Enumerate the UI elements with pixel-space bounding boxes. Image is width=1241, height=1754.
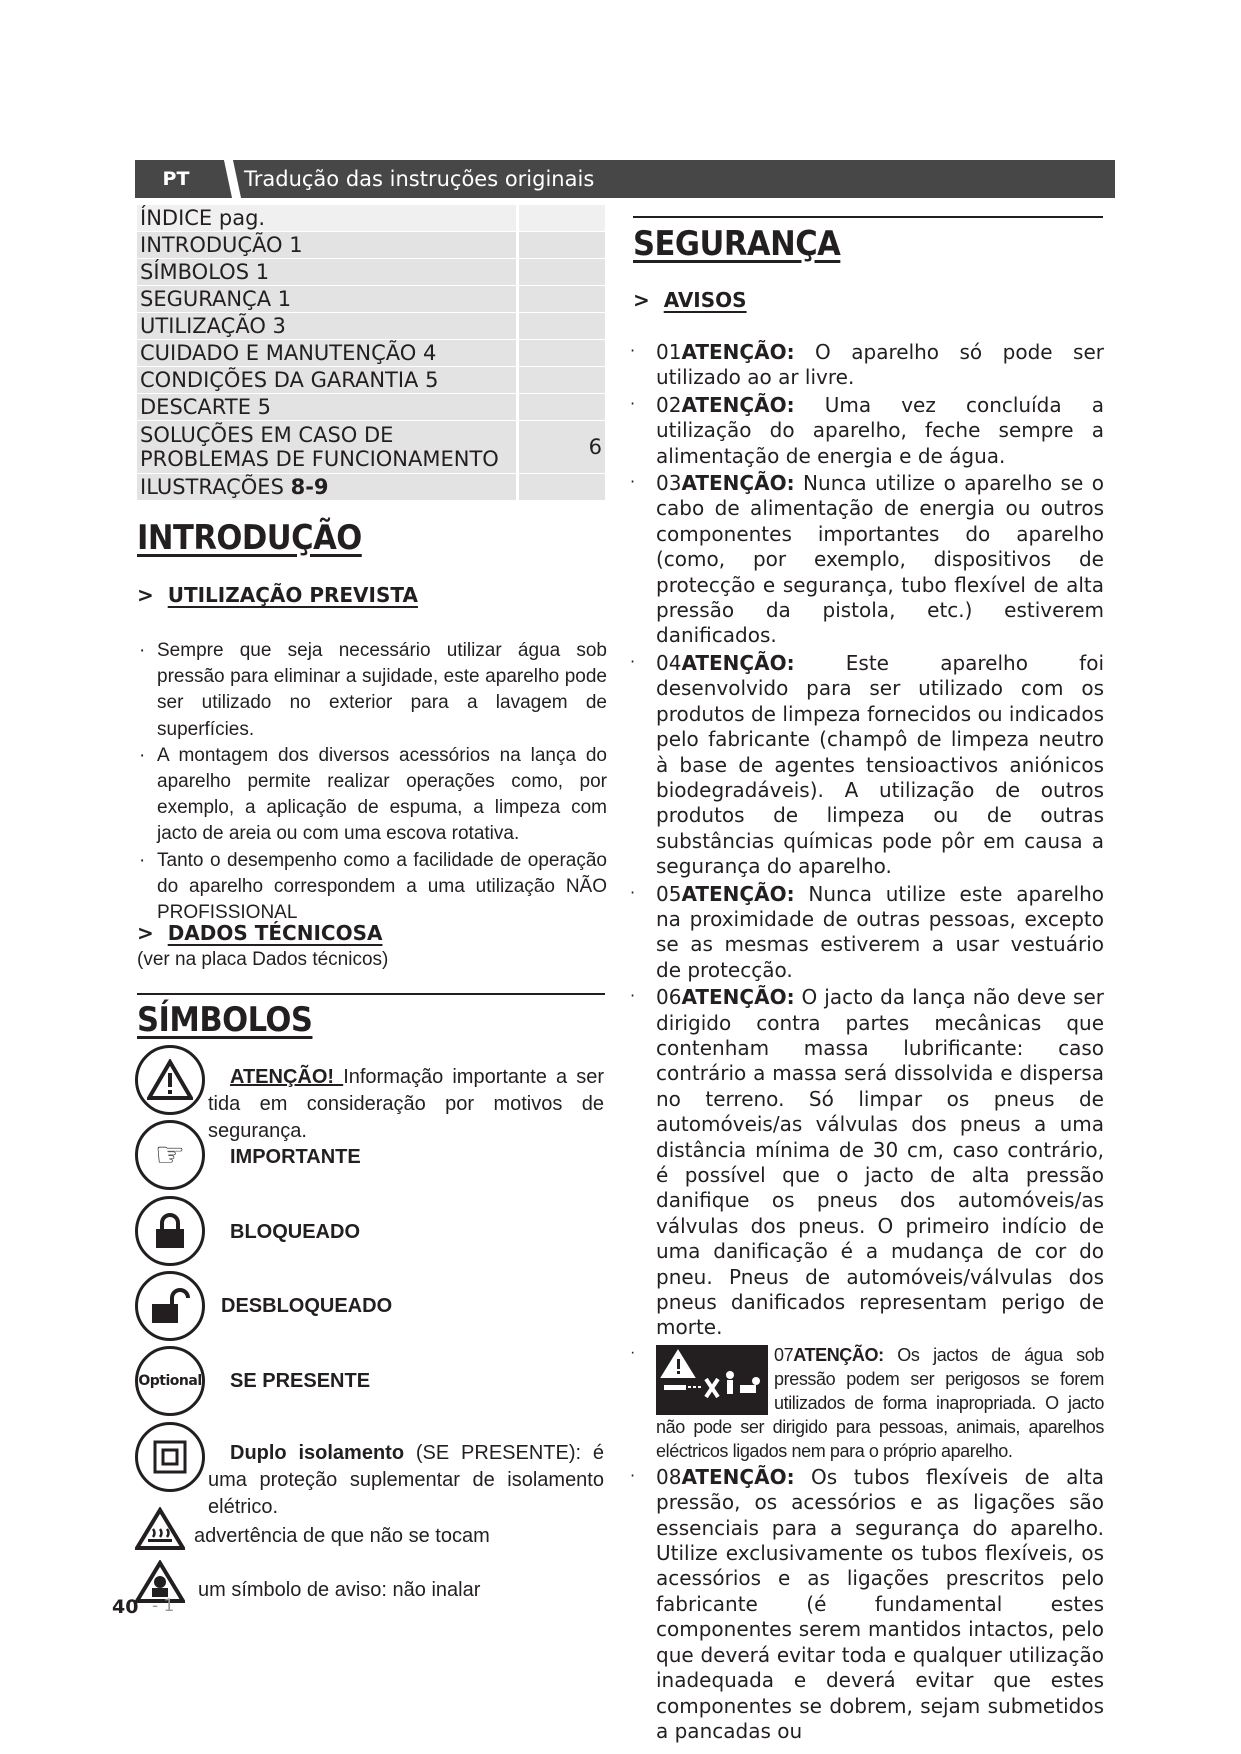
tech-title: DADOS TÉCNICOSA <box>167 921 383 945</box>
intro-bullet-text: Sempre que seja necessário utilizar água sob pressão para eliminar a sujidade, este aparelho pode ser utilizado no exterior para a lavagem de superfícies. <box>157 640 607 740</box>
language-badge: PT <box>135 160 217 198</box>
warning-number: 02 <box>656 392 682 417</box>
warning-text: Nunca utilize o aparelho se o cabo de alimentação de energia ou outros componentes importantes do aparelho (como, por exemplo, dispositivos de protecção e segurança, tubo flexível de alta pressão da pistola, etc.) estiverem danificados. <box>656 471 1104 648</box>
index-row-label <box>137 205 518 232</box>
warning-number: 01 <box>656 340 682 364</box>
warning-label: ATENÇÃO: <box>793 1344 884 1365</box>
safety-title: SEGURANÇA <box>633 224 841 264</box>
index-row-page <box>518 259 606 286</box>
bullet-dot: · <box>630 341 636 360</box>
index-row <box>137 474 605 501</box>
usage-heading <box>137 583 418 607</box>
safety-warning-item <box>630 340 1104 391</box>
warning-text: Os jactos de água sob pressão podem ser perigosos se forem utilizados de forma inapropriada. O jacto não pode ser dirigido para pessoas, animais, aparelhos eléctricos ligados nem para o próprio aparelho. <box>656 1344 1104 1461</box>
index-row-page <box>518 474 606 501</box>
intro-bullet-list <box>135 638 607 926</box>
important-symbol <box>135 1120 205 1190</box>
index-row-label <box>137 474 518 501</box>
index-label-text: ÍNDICE pag. <box>140 206 266 230</box>
index-label-text: UTILIZAÇÃO 3 <box>140 314 286 338</box>
index-row-page <box>518 313 606 340</box>
index-row-page <box>518 286 606 313</box>
pointing-hand-icon: ☞ <box>154 1135 186 1175</box>
index-row <box>137 259 605 286</box>
index-row-page <box>518 340 606 367</box>
index-label-text: DESCARTE 5 <box>140 395 271 419</box>
symbol-unlocked-label: DESBLOQUEADO <box>221 1295 393 1317</box>
warning-triangle-icon <box>147 1059 193 1101</box>
warning-number: 06 <box>656 985 682 1010</box>
bullet-dot: · <box>630 882 636 902</box>
safety-warning-item <box>630 1465 1104 1744</box>
index-row-label <box>137 367 518 394</box>
symbol-warning-label: ATENÇÃO! <box>230 1066 344 1088</box>
index-row <box>137 367 605 394</box>
index-row-page <box>518 394 606 421</box>
index-label-text: ILUSTRAÇÕES <box>140 475 291 499</box>
warning-number: 08 <box>656 1464 682 1489</box>
warnings-heading <box>633 288 747 312</box>
tech-heading <box>137 921 382 945</box>
warning-label: ATENÇÃO: <box>681 471 795 496</box>
intro-bullet <box>135 743 607 848</box>
warning-text: O jacto da lança não deve ser dirigido contra partes mecânicas que contenham massa lubrificante: caso contrário a massa será dissolvida e dispersa no terreno. Só limpar os pneus de automóveis/as válvulas dos pneus a uma distância mínima de 30 cm, caso contrário, é possível que o jacto de alta pressão danifique os pneus dos automóveis/as válvulas dos pneus. O primeiro indício de uma danificação é a mudança de cor do pneu. Pneus de automóveis/válvulas dos pneus danificados representam perigo de morte. <box>656 985 1104 1340</box>
header-title: Tradução das instruções originais <box>244 167 595 191</box>
index-table <box>137 205 605 501</box>
index-row-page: 6 <box>518 421 606 474</box>
warning-number: 04 <box>656 650 682 675</box>
index-label-text: SEGURANÇA 1 <box>140 287 292 311</box>
optional-symbol <box>135 1346 205 1416</box>
index-label-text: SOLUÇÕES EM CASO DE PROBLEMAS DE FUNCIONAMENTO <box>140 423 499 471</box>
symbol-double-insulation-label: Duplo isolamento <box>230 1442 416 1464</box>
symbols-title: SÍMBOLOS <box>137 1000 313 1040</box>
index-row-label <box>137 232 518 259</box>
index-row-page <box>518 232 606 259</box>
index-row-label <box>137 421 518 474</box>
symbol-double-insulation-desc <box>208 1440 604 1521</box>
hot-surface-warning-icon <box>135 1507 185 1551</box>
intro-bullet-text: A montagem dos diversos acessórios na lança do aparelho permite realizar operações como, por exemplo, a aplicação de espuma, a limpeza com jacto de areia ou com uma escova rotativa. <box>157 744 607 845</box>
padlock-locked-icon <box>153 1213 187 1249</box>
safety-warning-item <box>630 471 1104 649</box>
index-row <box>137 313 605 340</box>
symbol-inhale-text: um símbolo de aviso: não inalar <box>198 1579 481 1601</box>
unlocked-symbol <box>135 1271 205 1341</box>
intro-bullet <box>135 848 607 927</box>
warning-text: O aparelho só pode ser utilizado ao ar livre. <box>656 340 1104 390</box>
symbol-hot-surface-text: advertência de que não se tocam <box>194 1525 490 1547</box>
double-insulation-symbol <box>135 1422 205 1492</box>
symbols-rule <box>137 993 605 995</box>
index-row-page <box>518 367 606 394</box>
warning-number: 03 <box>656 471 682 496</box>
index-label-text: CONDIÇÕES DA GARANTIA 5 <box>140 368 439 392</box>
optional-icon-text: Optional <box>138 1373 202 1389</box>
safety-warning-item <box>630 393 1104 469</box>
usage-title: UTILIZAÇÃO PREVISTA <box>167 583 418 607</box>
symbol-optional-label: SE PRESENTE <box>230 1370 371 1392</box>
locked-symbol <box>135 1196 205 1266</box>
arrow-icon: > <box>137 583 154 607</box>
index-row-label <box>137 340 518 367</box>
safety-warning-item <box>630 985 1104 1341</box>
bullet-dot: · <box>630 651 636 671</box>
index-row <box>137 421 605 474</box>
bullet-dot: · <box>630 1343 635 1361</box>
symbol-locked-label: BLOQUEADO <box>230 1221 360 1243</box>
symbol-double-insulation-text: (SE PRESENTE): é uma proteção suplementar de isolamento elétrico. <box>208 1442 604 1518</box>
index-row <box>137 232 605 259</box>
safety-warning-item <box>630 882 1104 984</box>
padlock-unlocked-icon <box>150 1288 190 1324</box>
intro-title: INTRODUÇÃO <box>137 518 362 558</box>
page-number: 40 <box>112 1596 139 1618</box>
warning-text: Nunca utilize este aparelho na proximidade de outras pessoas, excepto se as mesmas estiverem a usar vestuário de protecção. <box>656 881 1104 982</box>
arrow-icon: > <box>137 921 154 945</box>
warning-label: ATENÇÃO: <box>681 881 795 906</box>
warning-label: ATENÇÃO: <box>681 340 795 364</box>
index-row <box>137 286 605 313</box>
warning-text: Os tubos flexíveis de alta pressão, os acessórios e as ligações são essenciais para a segurança do aparelho. Utilize exclusivamente os tubos flexíveis, os acessórios e as ligações prescritos pelo fabricante (é fundamental estes componentes serem mantidos intactos, pelo que deverá evitar toda e qualquer utilização inadequada e deverá evitar que estes componentes se dobrem, sejam submetidos a pancadas ou <box>656 1464 1104 1743</box>
symbol-warning-text: Informação importante a ser tida em consideração por motivos de segurança. <box>208 1066 604 1142</box>
index-row <box>137 205 605 232</box>
index-label-bold: 8-9 <box>290 475 329 499</box>
intro-bullet-text: Tanto o desempenho como a facilidade de operação do aparelho correspondem a uma utilização NÃO PROFISSIONAL <box>157 849 607 924</box>
index-row-label <box>137 259 518 286</box>
page-sub-number: - 1 <box>152 1596 175 1616</box>
safety-warning-item <box>630 1343 1104 1463</box>
index-label-text: SÍMBOLOS 1 <box>140 260 270 284</box>
warning-label: ATENÇÃO: <box>681 650 795 675</box>
warning-number: 05 <box>656 881 682 906</box>
bullet-dot: · <box>630 393 636 413</box>
warning-number: 07 <box>774 1344 794 1365</box>
warning-label: ATENÇÃO: <box>681 985 795 1010</box>
symbol-warning-desc <box>208 1064 604 1145</box>
bullet-dot: · <box>630 472 636 492</box>
tech-note: (ver na placa Dados técnicos) <box>137 949 389 970</box>
warning-symbol <box>135 1045 205 1115</box>
bullet-dot: · <box>139 849 146 871</box>
index-row-label <box>137 286 518 313</box>
index-row-label <box>137 313 518 340</box>
safety-rule <box>633 216 1103 218</box>
index-row <box>137 394 605 421</box>
warning-text: Este aparelho foi desenvolvido para ser utilizado com os produtos de limpeza fornecidos ou indicados pelo fabricante (champô de limpeza neutro à base de agentes tensioactivos aniónicos biodegradáveis). A utilização de outros produtos de limpeza ou de outras substâncias químicas pode pôr em causa a segurança do aparelho. <box>656 650 1104 879</box>
bullet-dot: · <box>139 744 146 766</box>
warning-label: ATENÇÃO: <box>681 392 795 417</box>
warning-text: Uma vez concluída a utilização do aparelho, feche sempre a alimentação de energia e de água. <box>656 392 1104 468</box>
safety-warnings-list <box>630 340 1104 1746</box>
water-jet-danger-icon <box>656 1345 768 1415</box>
bullet-dot: · <box>630 1465 636 1485</box>
double-square-icon <box>153 1440 187 1474</box>
safety-warning-item <box>630 651 1104 880</box>
symbol-important-label: IMPORTANTE <box>230 1146 361 1168</box>
index-row <box>137 340 605 367</box>
arrow-icon: > <box>633 288 650 312</box>
index-row-label <box>137 394 518 421</box>
index-label-text: INTRODUÇÃO 1 <box>140 233 303 257</box>
index-label-text: CUIDADO E MANUTENÇÃO 4 <box>140 341 437 365</box>
bullet-dot: · <box>630 986 636 1006</box>
intro-bullet <box>135 638 607 743</box>
warning-label: ATENÇÃO: <box>681 1464 795 1489</box>
bullet-dot: · <box>139 640 146 661</box>
index-row-page <box>518 205 606 232</box>
warnings-title: AVISOS <box>663 288 747 312</box>
